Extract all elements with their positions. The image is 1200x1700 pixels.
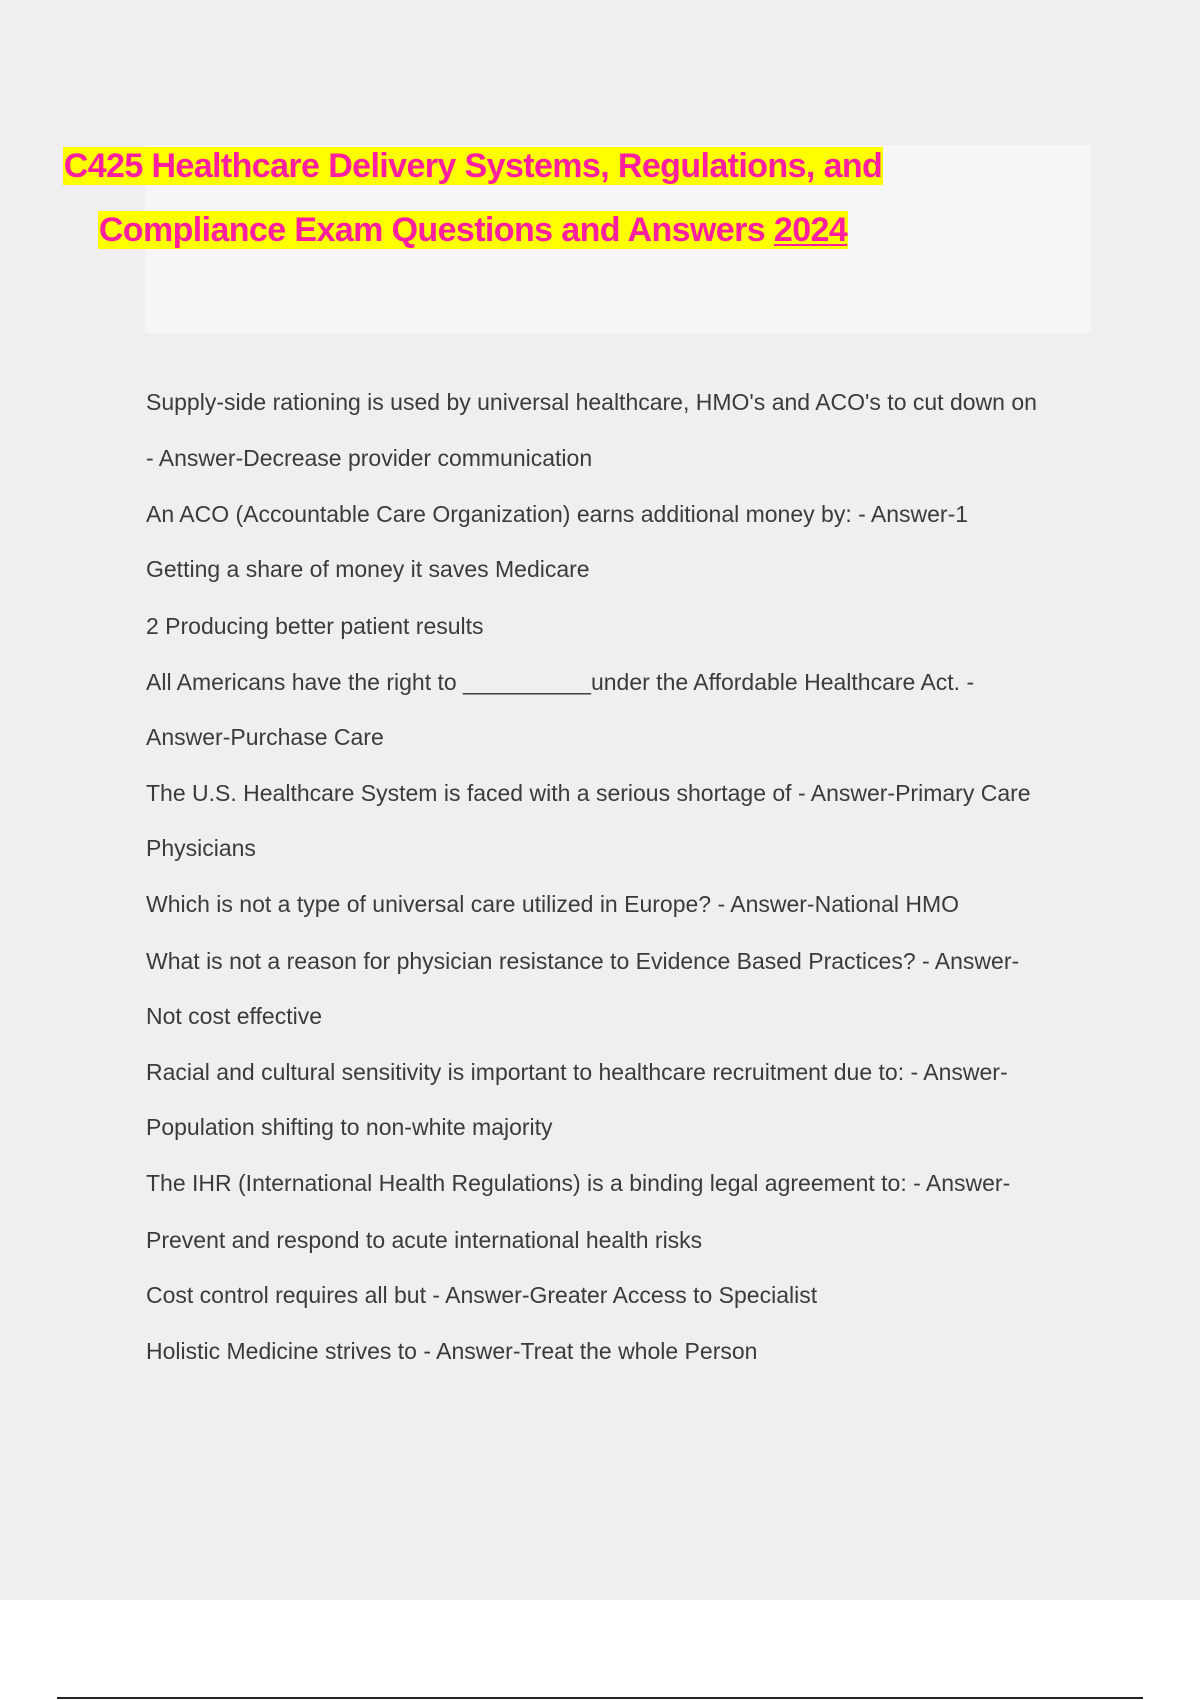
text-line: The U.S. Healthcare System is faced with a serious shortage of - Answer-Primary Care [146, 780, 1031, 806]
title-highlight: C425 Healthcare Delivery Systems, Regulations, and [63, 147, 883, 185]
text-line: Answer-Purchase Care [146, 724, 384, 750]
text-line: - Answer-Decrease provider communication [146, 445, 593, 471]
text-line: Getting a share of money it saves Medicare [146, 556, 590, 582]
text-line: All Americans have the right to __________under the Affordable Healthcare Act. - [146, 669, 975, 695]
text-line: 2 Producing better patient results [146, 613, 484, 639]
text-line: What is not a reason for physician resistance to Evidence Based Practices? - Answer- [146, 948, 1020, 974]
text-line: Cost control requires all but - Answer-Greater Access to Specialist [146, 1282, 818, 1308]
title-highlight [98, 211, 848, 249]
text-line: Holistic Medicine strives to - Answer-Treat the whole Person [146, 1338, 758, 1364]
text-line: Which is not a type of universal care utilized in Europe? - Answer-National HMO [146, 891, 960, 917]
text-line: Racial and cultural sensitivity is important to healthcare recruitment due to: - Answer- [146, 1059, 1008, 1085]
text-line: Supply-side rationing is used by universal healthcare, HMO's and ACO's to cut down on [146, 389, 1037, 415]
page-bottom-rule [57, 1697, 1143, 1699]
text-line: Not cost effective [146, 1003, 322, 1029]
text-line: Physicians [146, 835, 256, 861]
title-text: Compliance Exam Questions and Answers [98, 211, 766, 249]
text-line: Prevent and respond to acute international health risks [146, 1227, 703, 1253]
document-title-line-2 [0, 210, 946, 250]
text-line: An ACO (Accountable Care Organization) earns additional money by: - Answer-1 [146, 501, 969, 527]
title-year: 2024 [773, 211, 848, 249]
text-line: The IHR (International Health Regulations) is a binding legal agreement to: - Answer- [146, 1170, 1011, 1196]
document-title-line-1 [0, 146, 946, 186]
text-line: Population shifting to non-white majority [146, 1114, 553, 1140]
